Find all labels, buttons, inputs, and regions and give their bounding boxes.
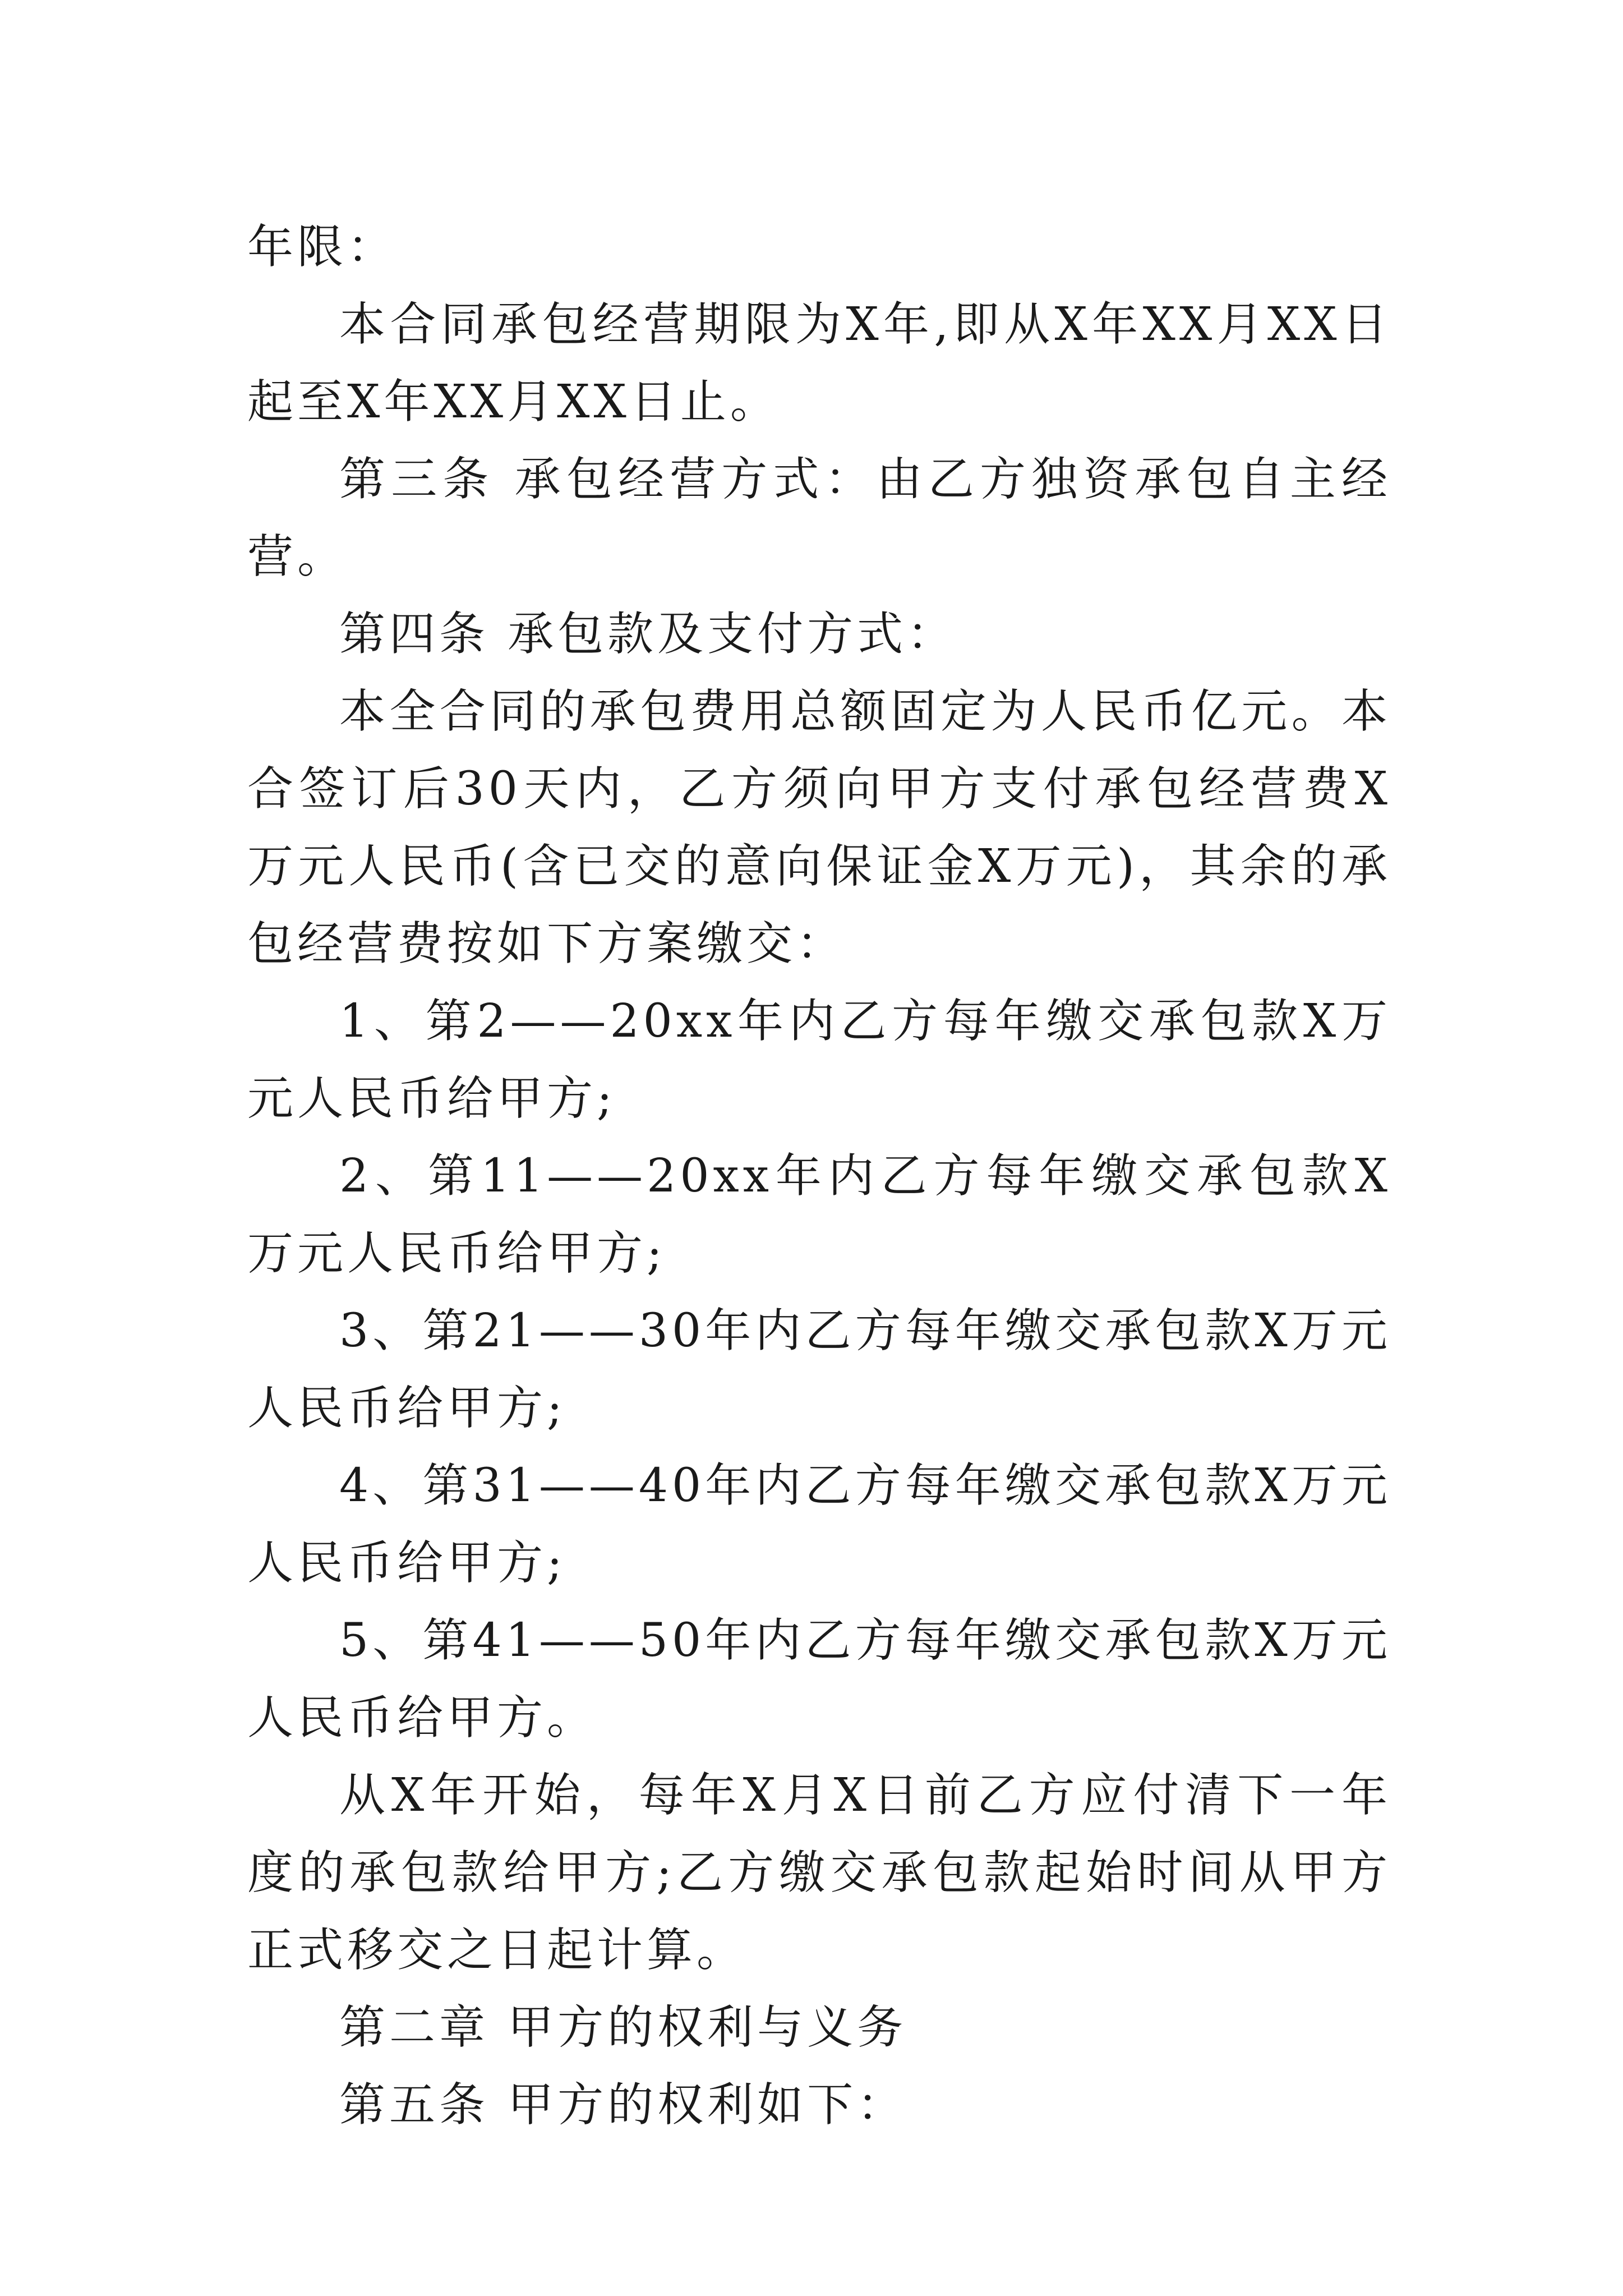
paragraph-article-5: 第五条 甲方的权利如下：	[339, 2078, 907, 2132]
paragraph-term-heading: 年限：	[247, 220, 398, 274]
paragraph-total-fee: 本全合同的承包费用总额固定为人民币亿元。本合签订后30天内，乙方须向甲方支付承包经营费X万元人民币(含已交的意向保证金X万元)，其余的承包经营费按如下方案缴交：	[247, 685, 1391, 970]
list-item-payment-5: 5、第41——50年内乙方每年缴交承包款X万元人民币给甲方。	[247, 1614, 1391, 1745]
list-item-payment-2: 2、第11——20xx年内乙方每年缴交承包款X万元人民币给甲方;	[247, 1149, 1391, 1280]
list-item-payment-1: 1、第2——20xx年内乙方每年缴交承包款X万元人民币给甲方;	[247, 995, 1391, 1125]
list-item-payment-4: 4、第31——40年内乙方每年缴交承包款X万元人民币给甲方;	[247, 1459, 1391, 1590]
paragraph-payment-schedule: 从X年开始，每年X月X日前乙方应付清下一年度的承包款给甲方;乙方缴交承包款起始时间从甲方正式移交之日起计算。	[247, 1769, 1391, 1977]
paragraph-term-period: 本合同承包经营期限为X年,即从X年XX月XX日起至X年XX月XX日止。	[247, 298, 1391, 429]
paragraph-article-4: 第四条 承包款及支付方式：	[339, 608, 957, 661]
list-item-payment-3: 3、第21——30年内乙方每年缴交承包款X万元人民币给甲方;	[247, 1304, 1391, 1435]
document-body	[247, 209, 1391, 2144]
chapter-heading-2: 第二章 甲方的权利与义务	[339, 2001, 907, 2054]
paragraph-article-3: 第三条 承包经营方式：由乙方独资承包自主经营。	[247, 453, 1391, 583]
